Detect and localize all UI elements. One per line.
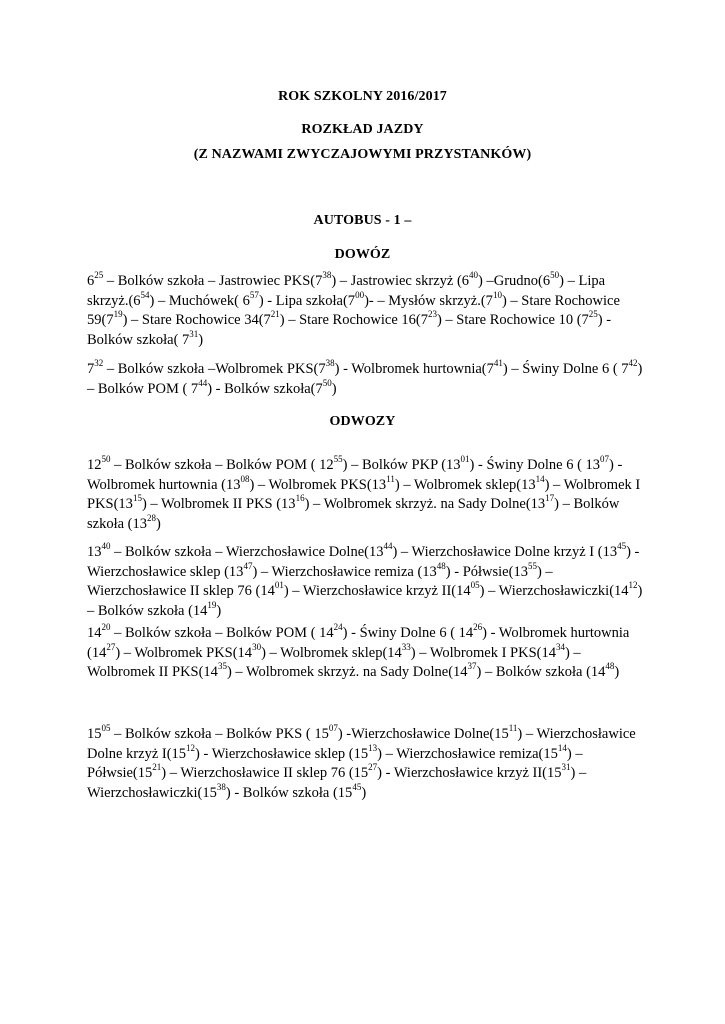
time-minutes: 38 [325, 358, 335, 369]
time-minutes: 44 [198, 377, 208, 388]
time-minutes: 23 [427, 309, 437, 320]
time-minutes: 21 [152, 762, 162, 773]
time-minutes: 42 [628, 358, 638, 369]
time-minutes: 45 [352, 781, 362, 792]
bus-heading: AUTOBUS - 1 – [313, 213, 412, 228]
time-minutes: 50 [550, 270, 560, 281]
school-year-heading: ROK SZKOLNY 2016/2017 [278, 89, 447, 104]
time-minutes: 40 [469, 270, 479, 281]
time-minutes: 48 [436, 560, 446, 571]
time-minutes: 20 [101, 622, 111, 633]
time-minutes: 05 [101, 723, 111, 734]
time-minutes: 55 [333, 454, 343, 465]
time-minutes: 55 [527, 560, 537, 571]
time-minutes: 30 [252, 641, 262, 652]
time-minutes: 50 [101, 454, 111, 465]
odwozy-heading: ODWOZY [329, 414, 396, 429]
time-minutes: 08 [240, 473, 250, 484]
document-subtitle: (Z NAZWAMI ZWYCZAJOWYMI PRZYSTANKÓW) [193, 147, 532, 162]
time-minutes: 10 [492, 289, 502, 300]
time-minutes: 12 [628, 580, 638, 591]
time-minutes: 57 [249, 289, 259, 300]
time-minutes: 44 [383, 541, 393, 552]
time-minutes: 31 [189, 328, 199, 339]
time-minutes: 47 [243, 560, 253, 571]
time-minutes: 11 [386, 473, 395, 484]
time-minutes: 27 [106, 641, 116, 652]
time-minutes: 27 [368, 762, 378, 773]
time-minutes: 05 [470, 580, 480, 591]
time-minutes: 14 [535, 473, 545, 484]
odwozy-route-4: $15^{05}$ – Bolków szkoła – Bolków PKS ( $15^{07}$) -Wierzchosławice $Dolne(15^{11})$ – Wierzchosławice Dolne krzyż $I(15^{12})$ - Wierzchosławice sklep $(15^{13})$ – Wierzchosławice $remiza(15^{14})$ – $Półwsie(15^{21})$ – Wierzchosławice II sklep 76 $(15^{27})$ - Wierzchosławice krzyż $II(15^{31})$ – $Wierzchosławiczki(15^{38})$ - Bolków szkoła $(15^{45})$ [87, 723, 636, 801]
time-minutes: 01 [460, 454, 470, 465]
time-minutes: 35 [217, 661, 227, 672]
time-minutes: 17 [545, 493, 555, 504]
dowoz-route-1: $6^{25}$ – Bolków szkoła – Jastrowiec $PKS(7^{38})$ – Jastrowiec skrzyż $(6^{40})$ $-Grudno(6^{50})$ – Lipa $skrzyż.(6^{54})$ – Muchówek( $6^{57}$) - Lipa $szkoła(7^{00})-$ – Mysłów $skrzyż.(7^{10})$ – Stare Rochowice $59(7^{19})$ – Stare Rochowice $34(7^{21})$ – Stare Rochowice $16(7^{23})$ – Stare Rochowice 10 $(7^{25})$ - Bolków szkoła( $7^{31}$) [87, 270, 620, 348]
time-minutes: 25 [588, 309, 598, 320]
time-minutes: 00 [355, 289, 365, 300]
time-minutes: 07 [328, 723, 338, 734]
time-minutes: 45 [617, 541, 627, 552]
odwozy-route-1: $12^{50}$ – Bolków szkoła – Bolków POM ( $12^{55}$) – Bolków PKP $(13^{01})$ - Świny Dolne 6 ( $13^{07}$) - Wolbromek hurtownia $(13^{08})$ – Wolbromek $PKS(13^{11})$ – Wolbromek $sklep(13^{14})$ – Wolbromek I $PKS(13^{15})$ – Wolbromek II PKS $(13^{16})$ – Wolbromek skrzyż. na Sady $Dolne(13^{17})$ – Bolków szkoła $(13^{28})$ [87, 454, 641, 532]
time-minutes: 37 [467, 661, 477, 672]
time-minutes: 19 [207, 599, 217, 610]
time-minutes: 26 [473, 622, 483, 633]
time-minutes: 54 [140, 289, 150, 300]
time-minutes: 16 [295, 493, 305, 504]
time-minutes: 41 [493, 358, 503, 369]
time-minutes: 01 [274, 580, 284, 591]
time-minutes: 38 [322, 270, 332, 281]
time-minutes: 19 [113, 309, 123, 320]
time-minutes: 21 [270, 309, 280, 320]
time-minutes: 15 [132, 493, 142, 504]
odwozy-route-2: $13^{40}$ – Bolków szkoła – Wierzchosławice $Dolne(13^{44})$ – Wierzchosławice Dolne krzyż I $(13^{45})$ - Wierzchosławice sklep $(13^{47})$ – Wierzchosławice remiza $(13^{48})$ - $Półwsie(13^{55})$ – Wierzchosławice II sklep 76 $(14^{01})$ – Wierzchosławice krzyż $II(14^{05})$ – $Wierzchosławiczki(14^{12})$ – Bolków szkoła $(14^{19})$ [87, 541, 643, 619]
time-minutes: 25 [94, 270, 104, 281]
time-minutes: 31 [561, 762, 571, 773]
time-minutes: 34 [555, 641, 565, 652]
time-minutes: 07 [600, 454, 610, 465]
time-minutes: 32 [94, 358, 104, 369]
time-minutes: 12 [186, 742, 196, 753]
time-minutes: 28 [147, 512, 156, 523]
time-minutes: 50 [322, 377, 332, 388]
time-minutes: 24 [333, 622, 343, 633]
document-title: ROZKŁAD JAZDY [301, 122, 424, 137]
time-minutes: 38 [216, 781, 226, 792]
time-minutes: 13 [368, 742, 378, 753]
time-minutes: 11 [508, 723, 518, 734]
time-minutes: 48 [605, 661, 615, 672]
dowoz-route-2: $7^{32}$ – Bolków szkoła –Wolbromek $PKS(7^{38})$ - Wolbromek $hurtownia(7^{41})$ – Świny Dolne 6 ( $7^{42}$) – Bolków POM ( $7^{44}$) - Bolków $szkoła(7^{50})$ [87, 358, 643, 397]
time-minutes: 33 [401, 641, 411, 652]
odwozy-route-3: $14^{20}$ – Bolków szkoła – Bolków POM ( $14^{24}$) - Świny Dolne 6 ( $14^{26}$) - Wolbromek hurtownia $(14^{27})$ – Wolbromek $PKS(14^{30})$ – Wolbromek $sklep(14^{33})$ – Wolbromek I $PKS(14^{34})$ – Wolbromek II $PKS(14^{35})$ – Wolbromek skrzyż. na Sady $Dolne(14^{37})$ – Bolków szkoła $(14^{48})$ [87, 622, 630, 680]
time-minutes: 40 [101, 541, 111, 552]
time-minutes: 14 [557, 742, 567, 753]
dowoz-heading: DOWÓZ [334, 247, 391, 262]
